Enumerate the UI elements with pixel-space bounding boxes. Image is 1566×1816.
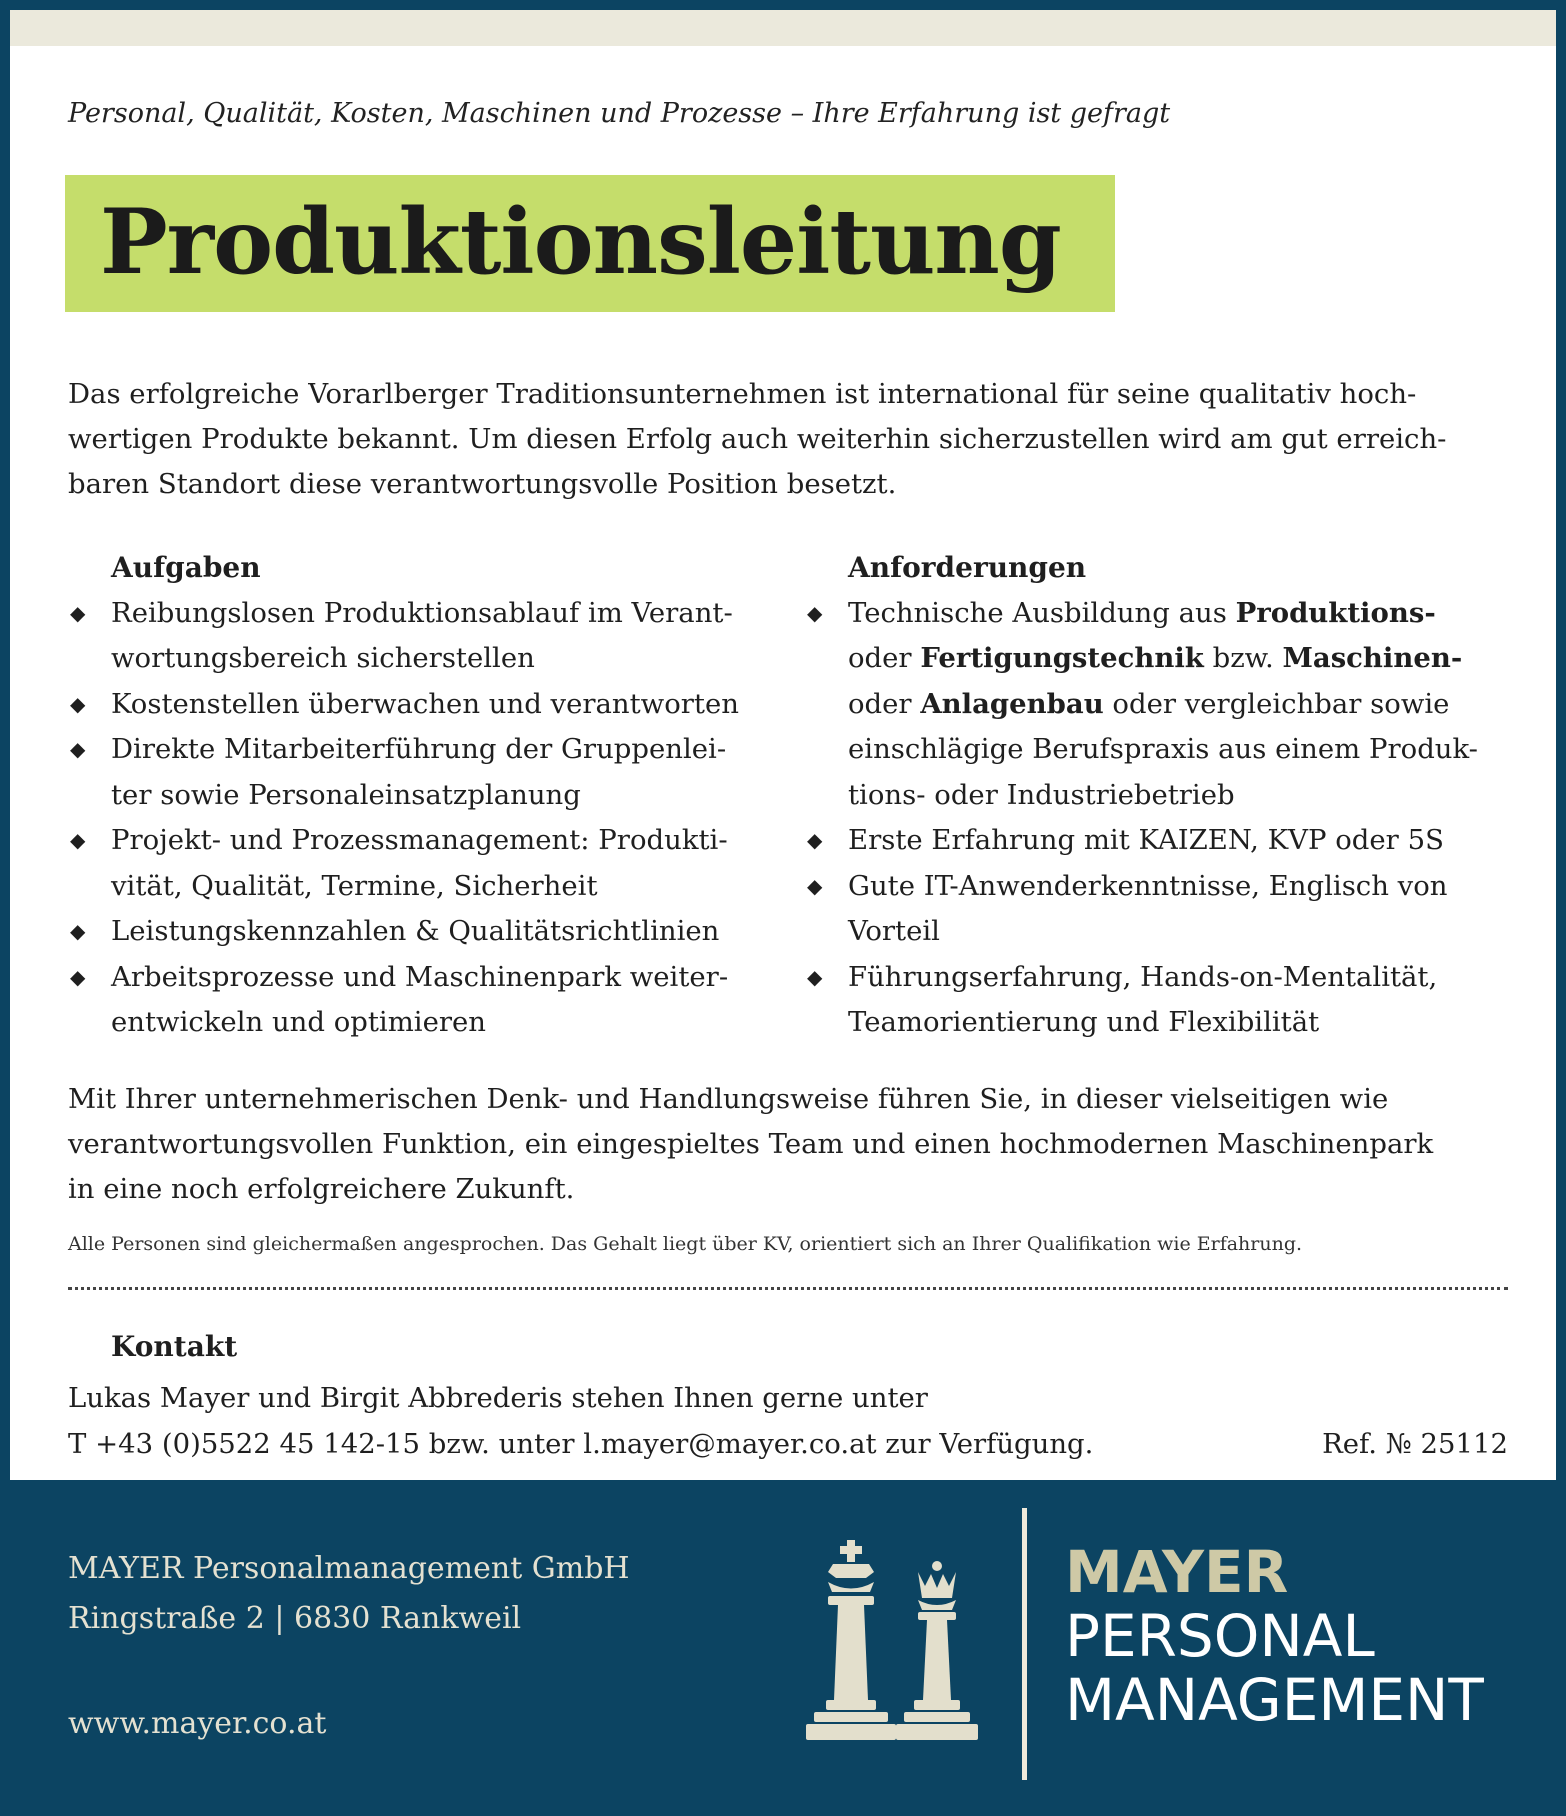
list-item <box>805 955 1525 1046</box>
contact-block <box>68 1375 1093 1467</box>
list-item-line <box>848 636 1525 682</box>
list-item-line: wortungsbereich sicherstellen <box>111 642 535 674</box>
bullet-icon: ◆ <box>807 600 823 625</box>
reference-number: Ref. № 25112 <box>1322 1428 1508 1460</box>
closing-line: Mit Ihrer unternehmerischen Denk- und Handlungsweise führen Sie, in dieser vielseitigen wie <box>68 1083 1389 1115</box>
company-address <box>68 1544 630 1644</box>
bold-term: Anlagenbau <box>920 687 1104 720</box>
bold-term: Produktions- <box>1235 596 1436 629</box>
list-item <box>68 591 768 682</box>
list-item-line: Arbeitsprozesse und Maschinenpark weiter- <box>111 960 729 993</box>
text-run: oder vergleichbar sowie <box>1103 687 1450 720</box>
list-item-line: entwickeln und optimieren <box>111 1006 487 1038</box>
text-run: bzw. <box>1203 642 1283 674</box>
contact-line: Lukas Mayer und Birgit Abbrederis stehen Ihnen gerne unter <box>68 1382 928 1414</box>
closing-paragraph <box>68 1077 1518 1212</box>
list-item-line: tions- oder Industriebetrieb <box>848 778 1235 811</box>
list-item-line: Direkte Mitarbeiterführung der Gruppenlei- <box>111 733 727 765</box>
bullet-icon: ◆ <box>70 828 86 852</box>
bullet-icon: ◆ <box>70 919 86 943</box>
list-item <box>805 864 1525 955</box>
contact-line[interactable]: T +43 (0)5522 45 142-15 bzw. unter l.mayer@mayer.co.at zur Verfügung. <box>68 1428 1094 1460</box>
website-link[interactable]: www.mayer.co.at <box>68 1706 327 1741</box>
list-item-line: Leistungskennzahlen & Qualitätsrichtlinien <box>111 915 720 947</box>
intro-line: baren Standort diese verantwortungsvolle Position besetzt. <box>68 468 897 500</box>
intro-line: Das erfolgreiche Vorarlberger Traditionsunternehmen ist international für seine qualitativ hoch- <box>68 378 1417 410</box>
bullet-icon: ◆ <box>70 691 86 716</box>
list-item <box>805 591 1525 819</box>
company-logo <box>1065 1540 1484 1732</box>
aufgaben-list <box>68 591 768 1046</box>
list-item-line: Führungserfahrung, Hands-on-Mentalität, <box>848 960 1438 993</box>
intro-line: wertigen Produkte bekannt. Um diesen Erfolg auch weiterhin sicherzustellen wird am gut erreich- <box>68 423 1447 455</box>
closing-line: verantwortungsvollen Funktion, ein eingespieltes Team und einen hochmodernen Maschinenpark <box>68 1128 1434 1160</box>
bullet-icon: ◆ <box>70 737 86 761</box>
bullet-icon: ◆ <box>807 873 823 898</box>
anforderungen-heading: Anforderungen <box>848 551 1087 584</box>
logo-line: PERSONAL <box>1065 1602 1375 1670</box>
job-ad-page <box>10 10 1556 1480</box>
list-item-line: Teamorientierung und Flexibilität <box>848 1006 1320 1038</box>
list-item-line <box>848 591 1525 637</box>
intro-paragraph <box>68 372 1508 507</box>
list-item-line: ter sowie Personaleinsatzplanung <box>111 778 581 811</box>
bullet-icon: ◆ <box>807 964 823 989</box>
list-item <box>68 909 768 955</box>
legal-note: Alle Personen sind gleichermaßen angesprochen. Das Gehalt liegt über KV, orientiert sich an Ihrer Qualifikation wie Erfahrung. <box>68 1233 1303 1255</box>
dotted-divider <box>68 1287 1508 1290</box>
list-item <box>68 682 768 728</box>
street-address: Ringstraße 2 | 6830 Rankweil <box>68 1601 522 1636</box>
list-item-line: Kostenstellen überwachen und verantworten <box>111 687 739 720</box>
list-item-line: Reibungslosen Produktionsablauf im Verant- <box>111 596 733 629</box>
list-item-line: einschlägige Berufspraxis aus einem Produk- <box>848 733 1478 765</box>
top-strip <box>10 10 1556 46</box>
anforderungen-list <box>805 591 1525 1046</box>
bold-term: Fertigungstechnik <box>920 642 1204 674</box>
list-item <box>805 818 1525 864</box>
list-item <box>68 955 768 1046</box>
list-item-line <box>848 682 1525 728</box>
list-item-line: Gute IT-Anwenderkenntnisse, Englisch von <box>848 869 1448 902</box>
page-title: Produktionsleitung <box>100 189 1061 295</box>
logo-line: MANAGEMENT <box>1065 1666 1484 1734</box>
chess-pieces-icon <box>800 1540 990 1750</box>
tagline: Personal, Qualität, Kosten, Maschinen und Prozesse – Ihre Erfahrung ist gefragt <box>68 98 1171 129</box>
logo-line: MAYER <box>1065 1538 1289 1606</box>
bullet-icon: ◆ <box>70 600 86 625</box>
title-highlight <box>65 175 1115 312</box>
list-item <box>68 727 768 818</box>
aufgaben-section <box>68 545 768 1046</box>
closing-line: in eine noch erfolgreichere Zukunft. <box>68 1173 575 1205</box>
text-run: oder <box>848 642 921 674</box>
list-item-line: Vorteil <box>848 915 940 947</box>
list-item-line: Erste Erfahrung mit KAIZEN, KVP oder 5S <box>848 824 1444 856</box>
bullet-icon: ◆ <box>70 964 86 989</box>
bold-term: Maschinen- <box>1282 642 1463 674</box>
list-item-line: vität, Qualität, Termine, Sicherheit <box>111 869 598 902</box>
contact-heading: Kontakt <box>111 1330 238 1363</box>
logo-divider <box>1022 1508 1027 1780</box>
company-name: MAYER Personalmanagement GmbH <box>68 1551 630 1586</box>
bullet-icon: ◆ <box>807 828 823 852</box>
text-run: Technische Ausbildung aus <box>848 596 1236 629</box>
list-item <box>68 818 768 909</box>
list-item-line: Projekt- und Prozessmanagement: Produkti- <box>111 824 728 856</box>
anforderungen-section <box>805 545 1525 1046</box>
footer <box>0 1480 1566 1816</box>
aufgaben-heading: Aufgaben <box>111 551 261 584</box>
text-run: oder <box>848 687 921 720</box>
